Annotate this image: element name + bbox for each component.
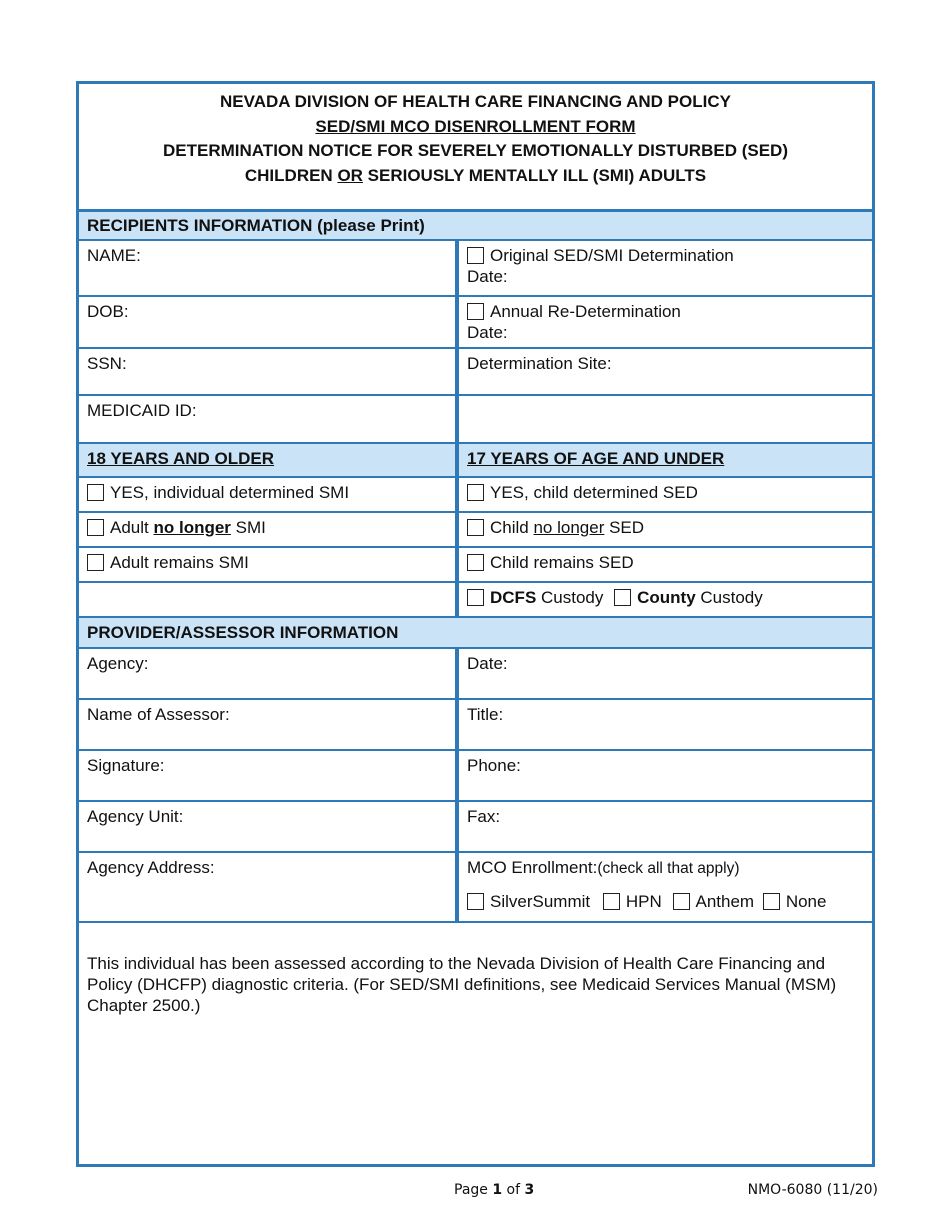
dob-field[interactable]: DOB:: [79, 297, 459, 347]
assessor-row: [79, 700, 872, 751]
county-custody-checkbox[interactable]: [614, 589, 631, 606]
form-subtitle-2: CHILDREN OR SERIOUSLY MENTALLY ILL (SMI) ADULTS: [244, 165, 707, 185]
child-remains-option: Child remains SED: [459, 548, 872, 581]
child-no-longer-option: Child no longer SED: [459, 513, 872, 546]
medicaid-row: [79, 396, 872, 444]
fax-field[interactable]: Fax:: [467, 807, 501, 826]
child-no-longer-checkbox[interactable]: [467, 519, 484, 536]
adult-no-longer-checkbox[interactable]: [87, 519, 104, 536]
child-group-header: 17 YEARS OF AGE AND UNDER: [459, 444, 872, 476]
medicaid-id-field[interactable]: MEDICAID ID:: [79, 396, 459, 442]
address-row: [79, 853, 872, 923]
agency-row: [79, 649, 872, 700]
dcfs-custody-checkbox[interactable]: [467, 589, 484, 606]
provider-section-title: PROVIDER/ASSESSOR INFORMATION: [79, 618, 872, 649]
date-field[interactable]: Date:: [467, 654, 508, 673]
child-yes-option: YES, child determined SED: [459, 478, 872, 511]
no-longer-row: [79, 513, 872, 548]
silversummit-checkbox[interactable]: [467, 893, 484, 910]
original-determination-field: Original SED/SMI Determination Date:: [467, 246, 734, 286]
agency-title: NEVADA DIVISION OF HEALTH CARE FINANCING AND POLICY: [220, 92, 731, 111]
determination-site-field[interactable]: Determination Site:: [467, 354, 612, 373]
form-title: SED/SMI MCO DISENROLLMENT FORM: [315, 116, 636, 136]
form-subtitle: DETERMINATION NOTICE FOR SEVERELY EMOTIONALLY DISTURBED (SED): [163, 141, 788, 160]
agency-unit-field[interactable]: Agency Unit:: [79, 802, 459, 851]
phone-field[interactable]: Phone:: [467, 756, 521, 775]
name-field[interactable]: NAME:: [79, 241, 459, 295]
adult-remains-checkbox[interactable]: [87, 554, 104, 571]
determined-row: [79, 478, 872, 513]
unit-row: [79, 802, 872, 853]
form-header: [79, 84, 872, 212]
form-code: NMO-6080 (11/20): [747, 1182, 878, 1198]
signature-row: [79, 751, 872, 802]
annual-redetermination-checkbox[interactable]: [467, 303, 484, 320]
blank-cell: [459, 396, 872, 442]
adult-yes-checkbox[interactable]: [87, 484, 104, 501]
mco-enrollment-field: MCO Enrollment:(check all that apply) SilverSummit HPN Anthem None: [459, 853, 872, 921]
ssn-row: [79, 349, 872, 396]
name-row: [79, 241, 872, 297]
agency-address-field[interactable]: Agency Address:: [79, 853, 459, 921]
assessment-note: This individual has been assessed according to the Nevada Division of Health Care Financing and Policy (DHCFP) diagnostic criteria. (For SED/SMI definitions, see Medicaid Services Manual (MSM) Chapter 2500.): [87, 954, 837, 1015]
annual-date-label[interactable]: Date:: [467, 323, 508, 342]
age-group-header-row: [79, 444, 872, 478]
assessor-name-field[interactable]: Name of Assessor:: [79, 700, 459, 749]
agency-field[interactable]: Agency:: [79, 649, 459, 698]
dob-row: [79, 297, 872, 349]
adult-yes-option: YES, individual determined SMI: [79, 478, 459, 511]
custody-options: DCFS Custody County Custody: [459, 583, 872, 616]
anthem-checkbox[interactable]: [673, 893, 690, 910]
child-remains-checkbox[interactable]: [467, 554, 484, 571]
original-date-label[interactable]: Date:: [467, 267, 508, 286]
hpn-checkbox[interactable]: [603, 893, 620, 910]
original-determination-checkbox[interactable]: [467, 247, 484, 264]
adult-group-header: 18 YEARS AND OLDER: [79, 444, 459, 476]
ssn-field[interactable]: SSN:: [79, 349, 459, 394]
adult-no-longer-option: Adult no longer SMI: [79, 513, 459, 546]
adult-remains-option: Adult remains SMI: [79, 548, 459, 581]
remains-row: [79, 548, 872, 583]
signature-field[interactable]: Signature:: [79, 751, 459, 800]
none-checkbox[interactable]: [763, 893, 780, 910]
mco-options: SilverSummit HPN Anthem None: [467, 891, 864, 912]
page-number: Page 1 of 3: [454, 1182, 535, 1198]
custody-row: [79, 583, 872, 618]
title-field[interactable]: Title:: [467, 705, 504, 724]
disenrollment-form: [76, 81, 875, 1167]
recipients-section-title: RECIPIENTS INFORMATION (please Print): [79, 212, 872, 241]
blank-cell: [79, 583, 459, 616]
annual-redetermination-field: Annual Re-Determination Date:: [467, 302, 681, 342]
child-yes-checkbox[interactable]: [467, 484, 484, 501]
